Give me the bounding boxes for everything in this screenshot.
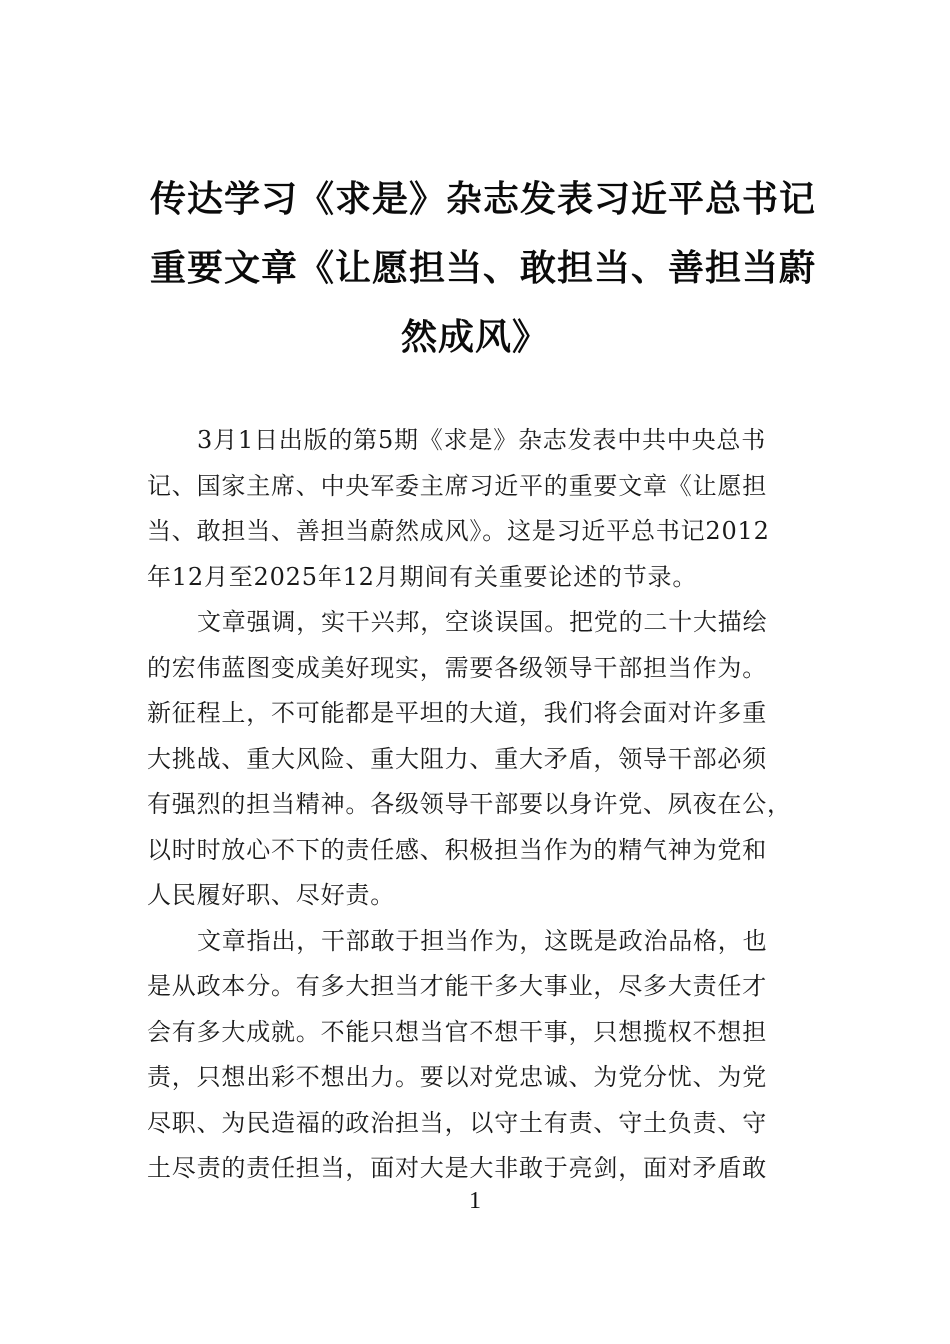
text-line: 记、国家主席、中央军委主席习近平的重要文章《让愿担 bbox=[147, 471, 767, 500]
paragraph-3 bbox=[147, 919, 805, 1192]
text-line: 会有多大成就。不能只想当官不想干事，只想揽权不想担 bbox=[147, 1017, 767, 1046]
paragraph-1 bbox=[147, 418, 805, 600]
text-line: 以时时放心不下的责任感、积极担当作为的精气神为党和 bbox=[147, 835, 767, 864]
text-line: 责，只想出彩不想出力。要以对党忠诚、为党分忧、为党 bbox=[147, 1063, 767, 1091]
text-line: 年12月至2025年12月期间有关重要论述的节录。 bbox=[147, 562, 698, 591]
text-line: 尽职、为民造福的政治担当，以守土有责、守土负责、守 bbox=[147, 1108, 767, 1137]
text-line: 文章强调，实干兴邦，空谈误国。把党的二十大描绘 bbox=[197, 608, 768, 636]
title-line: 重要文章《让愿担当、敢担当、善担当蔚 bbox=[150, 247, 817, 289]
text-line: 当、敢担当、善担当蔚然成风》。这是习近平总书记2012 bbox=[147, 517, 770, 545]
text-line: 文章指出，干部敢于担当作为，这既是政治品格，也 bbox=[197, 926, 768, 955]
title-line: 传达学习《求是》杂志发表习近平总书记 bbox=[150, 178, 817, 220]
document-title bbox=[150, 165, 817, 372]
paragraph-2 bbox=[147, 600, 805, 919]
text-line: 的宏伟蓝图变成美好现实，需要各级领导干部担当作为。 bbox=[147, 653, 767, 682]
page-number: 1 bbox=[469, 1188, 481, 1214]
text-line: 大挑战、重大风险、重大阻力、重大矛盾，领导干部必须 bbox=[147, 744, 767, 773]
text-line: 3月1日出版的第5期《求是》杂志发表中共中央总书 bbox=[197, 426, 767, 454]
text-line: 有强烈的担当精神。各级领导干部要以身许党、夙夜在公， bbox=[147, 790, 792, 818]
text-line: 新征程上，不可能都是平坦的大道，我们将会面对许多重 bbox=[147, 699, 767, 727]
text-line: 土尽责的责任担当，面对大是大非敢于亮剑，面对矛盾敢 bbox=[147, 1154, 767, 1182]
document-body bbox=[147, 418, 805, 1192]
text-line: 人民履好职、尽好责。 bbox=[147, 881, 395, 909]
text-line: 是从政本分。有多大担当才能干多大事业，尽多大责任才 bbox=[147, 972, 767, 1000]
title-line: 然成风》 bbox=[400, 316, 549, 358]
